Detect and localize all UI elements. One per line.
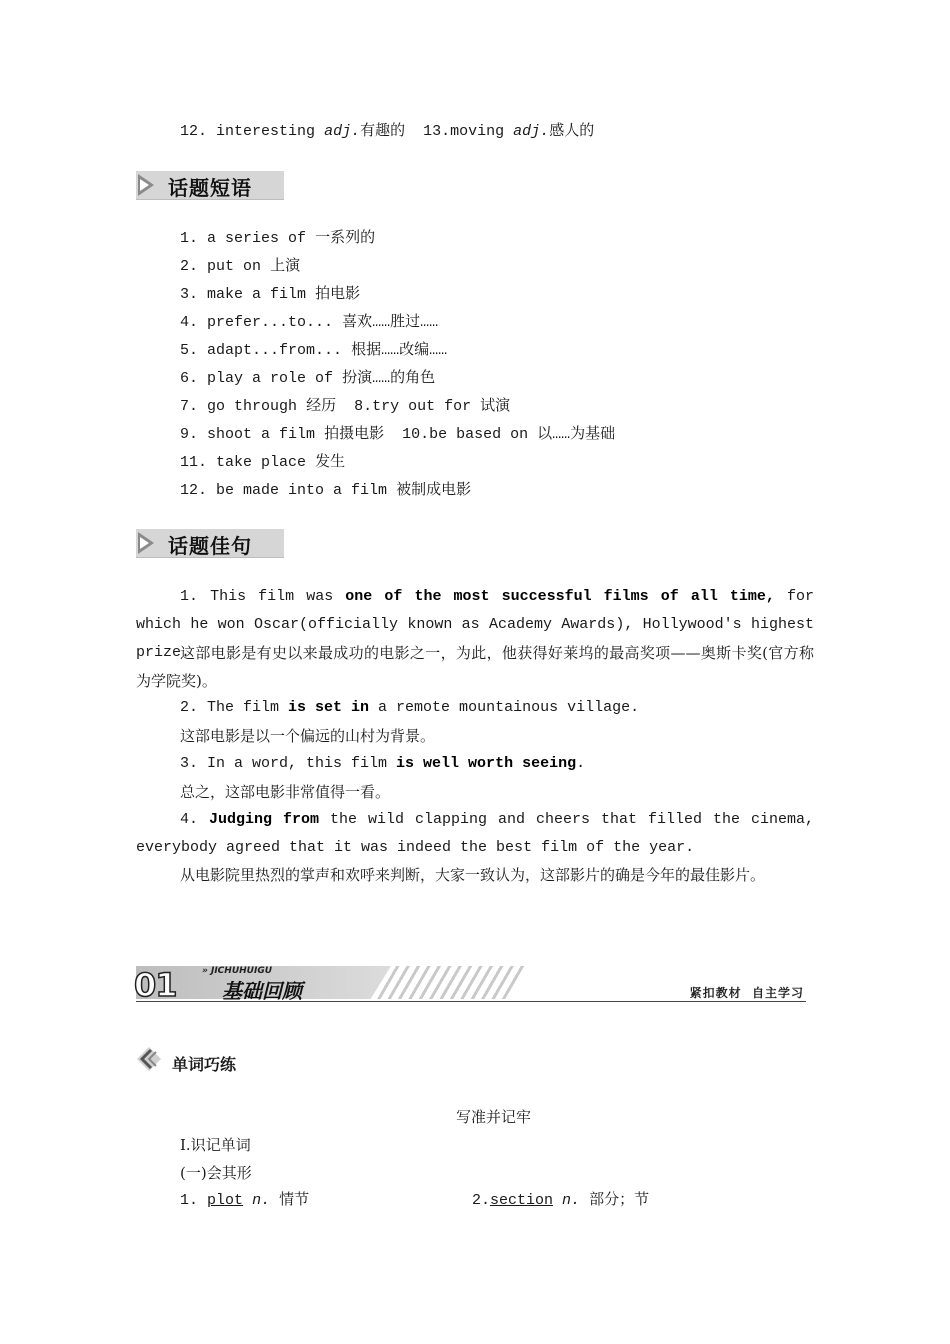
vocab-line-12-13 [180, 118, 594, 146]
banner-subtitle-1: 紧扣教材 [689, 986, 742, 1000]
list-item [180, 477, 471, 505]
section-title: 话题佳句 [168, 534, 252, 558]
list-item [180, 309, 438, 337]
item-en: prefer...to... [207, 314, 334, 331]
sentence-text: 3. In a word, this film [180, 755, 397, 772]
item-en: try out for [372, 398, 472, 415]
vocab-word: moving [450, 123, 505, 140]
word-num: 2. [472, 1192, 491, 1209]
item-en: shoot a film [207, 426, 316, 443]
item-zh: 扮演……的角色 [342, 370, 436, 387]
item-num: 9. [180, 426, 199, 443]
list-item [180, 253, 300, 281]
sentence-text: 4. [180, 811, 209, 828]
list-item [180, 421, 615, 449]
sentence-2-zh: 这部电影是以一个偏远的山村为背景。 [180, 727, 436, 745]
sentence-4-en [136, 806, 814, 862]
item-zh: 经历 [306, 398, 337, 415]
chapter-banner [136, 964, 806, 1004]
word-meaning: 部分；节 [589, 1192, 650, 1209]
sentence-highlight: one of the most successful films of all time, [345, 588, 775, 605]
item-num: 5. [180, 342, 199, 359]
item-en: be based on [429, 426, 529, 443]
item-num: 2. [180, 258, 199, 275]
sentence-text: a remote mountainous village. [369, 699, 640, 716]
sentence-4-zh: 从电影院里热烈的掌声和欢呼来判断，大家一致认为，这部影片的确是今年的最佳影片。 [180, 866, 766, 884]
list-item [180, 393, 510, 421]
vocab-pos: adj. [513, 123, 550, 140]
item-en: be made into a film [216, 482, 388, 499]
item-num: 11. [180, 454, 208, 471]
banner-subtitle-2: 自主学习 [751, 986, 804, 1000]
vocab-num: 13. [423, 123, 451, 140]
sentence-highlight: Judging from [209, 811, 320, 828]
banner-pinyin-text: JICHUHUIGU [210, 966, 273, 976]
sentence-highlight: is set in [288, 699, 370, 716]
list-item [180, 365, 435, 393]
practice-center-title: 写准并记牢 [456, 1108, 532, 1126]
item-num: 6. [180, 370, 199, 387]
list-item [180, 337, 447, 365]
vocab-pos: adj. [324, 123, 361, 140]
item-num: 8. [354, 398, 373, 415]
item-zh: 试演 [480, 398, 511, 415]
item-zh: 喜欢……胜过…… [342, 314, 439, 331]
practice-word-1 [180, 1187, 309, 1215]
chevron-diamond-icon [136, 1046, 162, 1072]
item-zh: 以……为基础 [537, 426, 616, 443]
arrow-icon-inner [140, 537, 149, 549]
section-title: 话题短语 [168, 176, 252, 200]
sentence-text: 1. This film was [180, 588, 346, 605]
sentence-3-en [136, 750, 814, 778]
sentence-1-zh: 这部电影是有史以来最成功的电影之一，为此，他获得好莱坞的最高奖项——奥斯卡奖(官方称为学院奖)。 [136, 644, 814, 690]
word-num: 1. [180, 1192, 199, 1209]
word-pos: n. [562, 1192, 581, 1209]
word-meaning: 情节 [279, 1192, 310, 1209]
item-zh: 一系列的 [315, 230, 376, 247]
word-answer: section [490, 1192, 554, 1209]
vocab-meaning: 感人的 [549, 123, 595, 140]
practice-sub-heading: (一)会其形 [180, 1164, 252, 1182]
arrow-icon-inner [140, 179, 149, 191]
item-en: take place [216, 454, 307, 471]
item-num: 7. [180, 398, 199, 415]
item-en: put on [207, 258, 262, 275]
vocab-meaning: 有趣的 [360, 123, 406, 140]
practice-word-2 [472, 1187, 649, 1215]
sentence-highlight: is well worth seeing [396, 755, 577, 772]
list-item [180, 225, 375, 253]
sentence-text: . [576, 755, 586, 772]
banner-number: 01 [134, 966, 177, 1004]
section-header-topic-phrases [136, 171, 284, 200]
item-en: go through [207, 398, 298, 415]
vocab-word: interesting [216, 123, 316, 140]
section-header-topic-sentences [136, 529, 284, 558]
sentence-text: the wild clapping and cheers that filled the cinema, everybody agreed that it was indeed the best film of the year. [136, 811, 814, 856]
practice-heading: 单词巧练 [172, 1055, 237, 1074]
list-item [180, 281, 360, 309]
item-en: make a film [207, 286, 307, 303]
item-zh: 根据……改编…… [351, 342, 448, 359]
item-num: 10. [402, 426, 430, 443]
item-zh: 发生 [315, 454, 346, 471]
sentence-text: 2. The film [180, 699, 289, 716]
item-en: a series of [207, 230, 307, 247]
item-num: 12. [180, 482, 208, 499]
practice-roman-heading: Ⅰ.识记单词 [180, 1136, 251, 1154]
banner-pinyin: » JICHUHUIGU [202, 966, 273, 976]
word-pos: n. [252, 1192, 271, 1209]
banner-stripes [376, 966, 526, 999]
word-answer: plot [207, 1192, 244, 1209]
item-num: 1. [180, 230, 199, 247]
item-en: adapt...from... [207, 342, 343, 359]
banner-subtitle [690, 984, 804, 1001]
item-num: 3. [180, 286, 199, 303]
banner-title: 基础回顾 [222, 979, 302, 1003]
item-en: play a role of [207, 370, 334, 387]
sentence-text: for which he won Oscar(officially known as Academy Awards), Hollywood's highest prize. [136, 588, 814, 661]
sentence-2-en [136, 694, 814, 722]
item-zh: 拍摄电影 [324, 426, 385, 443]
list-item [180, 449, 345, 477]
item-zh: 拍电影 [315, 286, 361, 303]
sentence-3-zh: 总之，这部电影非常值得一看。 [180, 783, 391, 801]
item-num: 4. [180, 314, 199, 331]
item-zh: 上演 [270, 258, 301, 275]
item-zh: 被制成电影 [396, 482, 472, 499]
vocab-num: 12. [180, 123, 208, 140]
